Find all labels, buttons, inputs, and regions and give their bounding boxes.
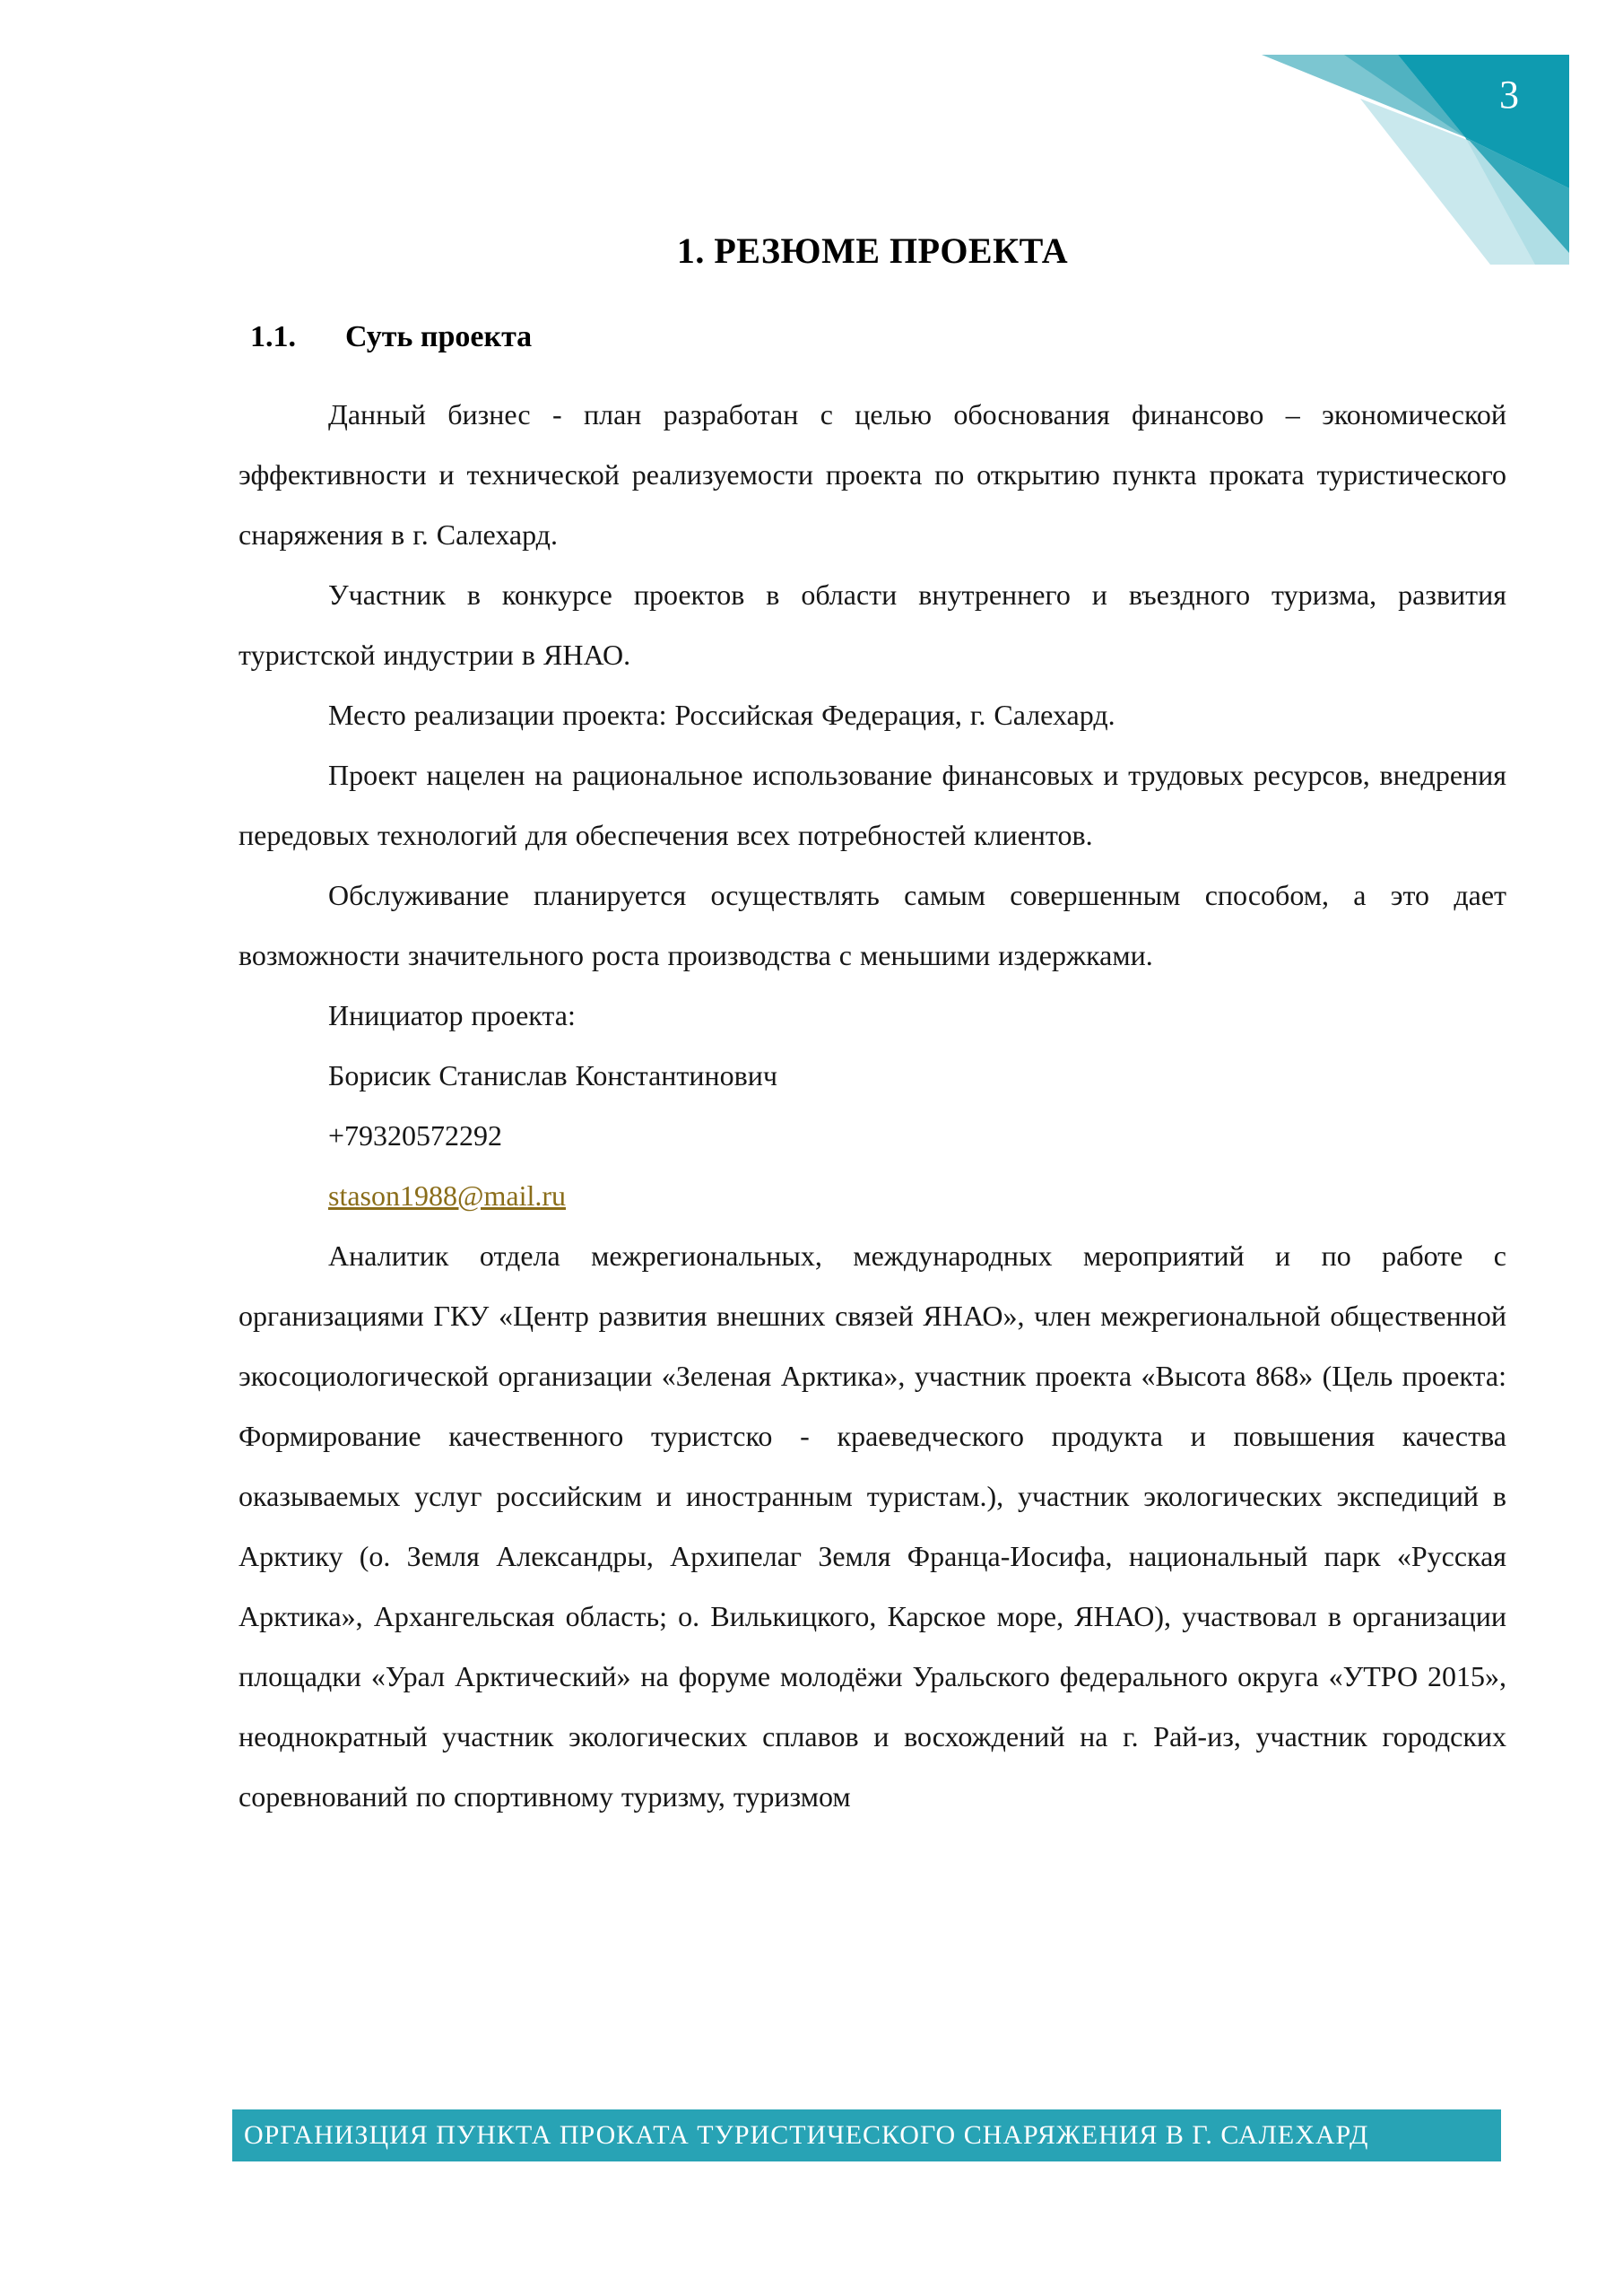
initiator-name: Борисик Станислав Константинович [328, 1059, 777, 1091]
paragraph: Место реализации проекта: Российская Федерация, г. Салехард. [328, 699, 1115, 731]
section-number: 1.1. [250, 320, 296, 353]
paragraph: Обслуживание планируется осуществлять самым совершенным способом, а это дает возможности значительного роста производства с меньшими издержками. [239, 879, 1506, 971]
paragraph: Проект нацелен на рациональное использование финансовых и трудовых ресурсов, внедрения передовых технологий для обеспечения всех потребностей клиентов. [239, 759, 1506, 851]
email-line [239, 1166, 1506, 1226]
page-number: 3 [1499, 73, 1519, 117]
initiator-phone: +79320572292 [328, 1119, 503, 1152]
paragraph: Данный бизнес - план разработан с целью обоснования финансово – экономической эффективности и технической реализуемости проекта по открытию пункта проката туристического снаряжения в г. Салехард. [239, 398, 1506, 551]
footer-bar [232, 2109, 1501, 2161]
section-heading [239, 320, 1506, 354]
bio-paragraph: Аналитик отдела межрегиональных, международных мероприятий и по работе с организациями ГКУ «Центр развития внешних связей ЯНАО», член межрегиональной общественной экосоциологической организации «Зеленая Арктика», участник проекта «Высота 868» (Цель проекта: Формирование качественного туристско - краеведческого продукта и повышения качества оказываемых услуг российским и иностранным туристам.), участник экологических экспедиций в Арктику (о. Земля Александры, Архипелаг Земля Франца-Иосифа, национальный парк «Русская Арктика», Архангельская область; о. Вилькицкого, Карское море, ЯНАО), участвовал в организации площадки «Урал Арктический» на форуме молодёжи Уральского федерального округа «УТРО 2015», неоднократный участник экологических сплавов и восхождений на г. Рай-из, участник городских соревнований по спортивному туризму, туризмом [239, 1239, 1506, 1813]
initiator-label: Инициатор проекта: [328, 999, 576, 1031]
body-text [239, 385, 1506, 1827]
page-title: 1. РЕЗЮМЕ ПРОЕКТА [676, 230, 1069, 271]
paragraph: Участник в конкурсе проектов в области внутреннего и въездного туризма, развития туристской индустрии в ЯНАО. [239, 578, 1506, 671]
section-title: Суть проекта [345, 320, 533, 353]
email-link[interactable]: stason1988@mail.ru [328, 1179, 566, 1212]
footer-title: ОРГАНИЗЦИЯ ПУНКТА ПРОКАТА ТУРИСТИЧЕСКОГО СНАРЯЖЕНИЯ В Г. САЛЕХАРД [244, 2120, 1369, 2150]
content-column [239, 0, 1506, 1827]
